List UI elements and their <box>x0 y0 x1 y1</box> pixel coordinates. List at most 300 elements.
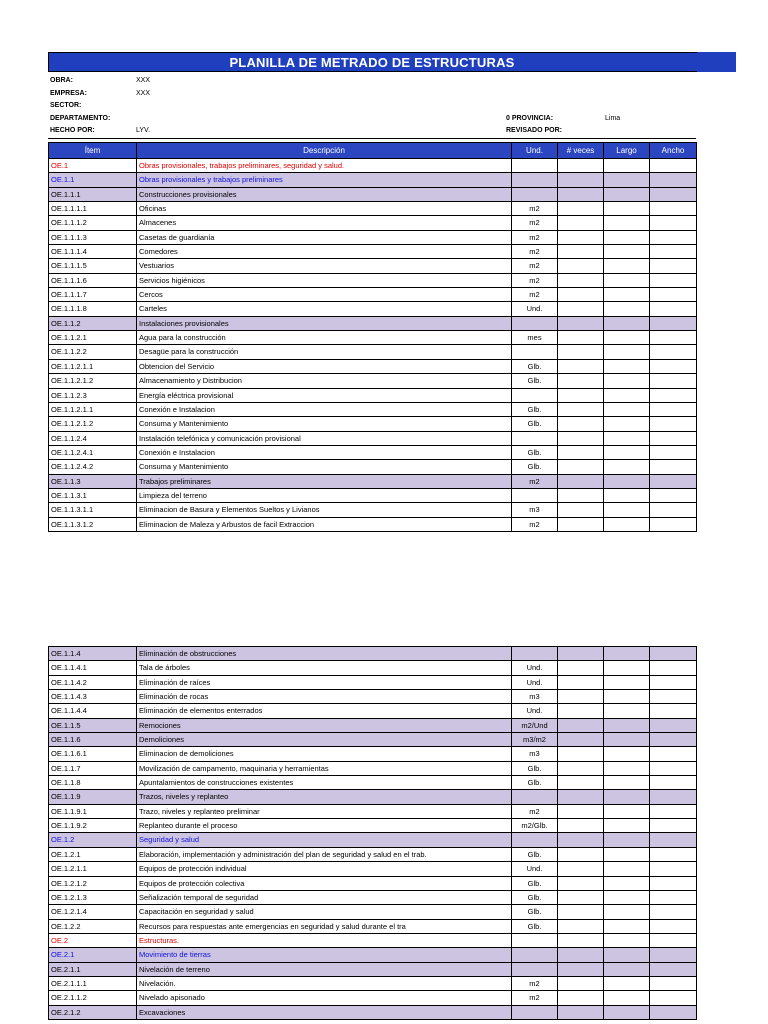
description-cell[interactable]: Instalación telefónica y comunicación provisional <box>137 431 512 445</box>
item-cell[interactable]: OE.1.1.2.2 <box>49 345 137 359</box>
largo-cell[interactable] <box>604 173 650 187</box>
largo-cell[interactable] <box>604 804 650 818</box>
unit-cell[interactable]: m2 <box>512 288 558 302</box>
largo-cell[interactable] <box>604 245 650 259</box>
item-cell[interactable]: OE.1.1.1.3 <box>49 230 137 244</box>
description-cell[interactable]: Conexión e Instalacion <box>137 402 512 416</box>
description-cell[interactable]: Vestuarios <box>137 259 512 273</box>
description-cell[interactable]: Obtencion del Servicio <box>137 359 512 373</box>
largo-cell[interactable] <box>604 819 650 833</box>
description-cell[interactable]: Eliminación de elementos enterrados <box>137 704 512 718</box>
ancho-cell[interactable] <box>650 316 697 330</box>
largo-cell[interactable] <box>604 402 650 416</box>
veces-cell[interactable] <box>558 417 604 431</box>
description-cell[interactable]: Eliminación de rocas <box>137 690 512 704</box>
item-cell[interactable]: OE.1.2.1.2 <box>49 876 137 890</box>
unit-cell[interactable] <box>512 933 558 947</box>
unit-cell[interactable] <box>512 488 558 502</box>
ancho-cell[interactable] <box>650 159 697 173</box>
item-cell[interactable]: OE.1.1.1.5 <box>49 259 137 273</box>
unit-cell[interactable]: Und. <box>512 704 558 718</box>
ancho-cell[interactable] <box>650 704 697 718</box>
veces-cell[interactable] <box>558 187 604 201</box>
item-cell[interactable]: OE.1.1.2.1.1 <box>49 359 137 373</box>
largo-cell[interactable] <box>604 704 650 718</box>
ancho-cell[interactable] <box>650 661 697 675</box>
veces-cell[interactable] <box>558 1005 604 1019</box>
veces-cell[interactable] <box>558 919 604 933</box>
item-cell[interactable]: OE.1.1.2.4.2 <box>49 460 137 474</box>
veces-cell[interactable] <box>558 847 604 861</box>
largo-cell[interactable] <box>604 345 650 359</box>
veces-cell[interactable] <box>558 905 604 919</box>
ancho-cell[interactable] <box>650 431 697 445</box>
unit-cell[interactable] <box>512 431 558 445</box>
largo-cell[interactable] <box>604 431 650 445</box>
ancho-cell[interactable] <box>650 417 697 431</box>
item-cell[interactable]: OE.1.1.6 <box>49 733 137 747</box>
veces-cell[interactable] <box>558 819 604 833</box>
item-cell[interactable]: OE.2.1.1 <box>49 962 137 976</box>
unit-cell[interactable]: m2 <box>512 230 558 244</box>
largo-cell[interactable] <box>604 718 650 732</box>
veces-cell[interactable] <box>558 474 604 488</box>
item-cell[interactable]: OE.1.1.2.4 <box>49 431 137 445</box>
description-cell[interactable]: Energía eléctrica provisional <box>137 388 512 402</box>
item-cell[interactable]: OE.1.2 <box>49 833 137 847</box>
description-cell[interactable]: Capacitación en seguridad y salud <box>137 905 512 919</box>
unit-cell[interactable] <box>512 962 558 976</box>
veces-cell[interactable] <box>558 288 604 302</box>
item-cell[interactable]: OE.1.2.1.3 <box>49 890 137 904</box>
ancho-cell[interactable] <box>650 747 697 761</box>
unit-cell[interactable]: m2 <box>512 804 558 818</box>
description-cell[interactable]: Trabajos preliminares <box>137 474 512 488</box>
item-cell[interactable]: OE.1.1.4.2 <box>49 675 137 689</box>
largo-cell[interactable] <box>604 202 650 216</box>
item-cell[interactable]: OE.1.1.9 <box>49 790 137 804</box>
ancho-cell[interactable] <box>650 833 697 847</box>
description-cell[interactable]: Almacenes <box>137 216 512 230</box>
ancho-cell[interactable] <box>650 948 697 962</box>
unit-cell[interactable]: m2 <box>512 273 558 287</box>
description-cell[interactable]: Trazo, niveles y replanteo preliminar <box>137 804 512 818</box>
ancho-cell[interactable] <box>650 819 697 833</box>
ancho-cell[interactable] <box>650 647 697 661</box>
unit-cell[interactable]: Glb. <box>512 460 558 474</box>
description-cell[interactable]: Cercos <box>137 288 512 302</box>
unit-cell[interactable]: m3/m2 <box>512 733 558 747</box>
unit-cell[interactable]: m2 <box>512 245 558 259</box>
ancho-cell[interactable] <box>650 288 697 302</box>
description-cell[interactable]: Eliminacion de demoliciones <box>137 747 512 761</box>
largo-cell[interactable] <box>604 460 650 474</box>
ancho-cell[interactable] <box>650 761 697 775</box>
unit-cell[interactable]: m2/Glb. <box>512 819 558 833</box>
unit-cell[interactable]: m2 <box>512 991 558 1005</box>
veces-cell[interactable] <box>558 804 604 818</box>
largo-cell[interactable] <box>604 776 650 790</box>
item-cell[interactable]: OE.1.1.2.1 <box>49 331 137 345</box>
description-cell[interactable]: Excavaciones <box>137 1005 512 1019</box>
largo-cell[interactable] <box>604 847 650 861</box>
veces-cell[interactable] <box>558 503 604 517</box>
item-cell[interactable]: OE.1.1.4.3 <box>49 690 137 704</box>
unit-cell[interactable]: Glb. <box>512 847 558 861</box>
unit-cell[interactable]: mes <box>512 331 558 345</box>
item-cell[interactable]: OE.1.1.9.2 <box>49 819 137 833</box>
ancho-cell[interactable] <box>650 976 697 990</box>
item-cell[interactable]: OE.1.1.4.4 <box>49 704 137 718</box>
ancho-cell[interactable] <box>650 733 697 747</box>
veces-cell[interactable] <box>558 833 604 847</box>
unit-cell[interactable] <box>512 1005 558 1019</box>
unit-cell[interactable] <box>512 187 558 201</box>
ancho-cell[interactable] <box>650 933 697 947</box>
veces-cell[interactable] <box>558 259 604 273</box>
ancho-cell[interactable] <box>650 345 697 359</box>
item-cell[interactable]: OE.1.1.2.3 <box>49 388 137 402</box>
item-cell[interactable]: OE.1.2.1 <box>49 847 137 861</box>
unit-cell[interactable] <box>512 316 558 330</box>
ancho-cell[interactable] <box>650 675 697 689</box>
veces-cell[interactable] <box>558 776 604 790</box>
description-cell[interactable]: Carteles <box>137 302 512 316</box>
item-cell[interactable]: OE.1.2.1.1 <box>49 862 137 876</box>
largo-cell[interactable] <box>604 962 650 976</box>
unit-cell[interactable]: m3 <box>512 503 558 517</box>
unit-cell[interactable] <box>512 948 558 962</box>
largo-cell[interactable] <box>604 259 650 273</box>
description-cell[interactable]: Almacenamiento y Distribucion <box>137 374 512 388</box>
largo-cell[interactable] <box>604 1005 650 1019</box>
description-cell[interactable]: Movimiento de tierras <box>137 948 512 962</box>
item-cell[interactable]: OE.1 <box>49 159 137 173</box>
veces-cell[interactable] <box>558 374 604 388</box>
unit-cell[interactable]: m3 <box>512 747 558 761</box>
ancho-cell[interactable] <box>650 460 697 474</box>
veces-cell[interactable] <box>558 517 604 531</box>
largo-cell[interactable] <box>604 273 650 287</box>
ancho-cell[interactable] <box>650 876 697 890</box>
item-cell[interactable]: OE.1.1.2.1.1 <box>49 402 137 416</box>
description-cell[interactable]: Oficinas <box>137 202 512 216</box>
largo-cell[interactable] <box>604 288 650 302</box>
unit-cell[interactable]: Und. <box>512 862 558 876</box>
veces-cell[interactable] <box>558 991 604 1005</box>
veces-cell[interactable] <box>558 359 604 373</box>
veces-cell[interactable] <box>558 718 604 732</box>
description-cell[interactable]: Demoliciones <box>137 733 512 747</box>
description-cell[interactable]: Remociones <box>137 718 512 732</box>
unit-cell[interactable]: m2 <box>512 976 558 990</box>
ancho-cell[interactable] <box>650 503 697 517</box>
largo-cell[interactable] <box>604 445 650 459</box>
ancho-cell[interactable] <box>650 804 697 818</box>
description-cell[interactable]: Elaboración, implementación y administración del plan de seguridad y salud en el trab. <box>137 847 512 861</box>
ancho-cell[interactable] <box>650 474 697 488</box>
largo-cell[interactable] <box>604 690 650 704</box>
largo-cell[interactable] <box>604 388 650 402</box>
veces-cell[interactable] <box>558 862 604 876</box>
unit-cell[interactable]: Glb. <box>512 890 558 904</box>
item-cell[interactable]: OE.1.2.2 <box>49 919 137 933</box>
unit-cell[interactable]: Glb. <box>512 374 558 388</box>
ancho-cell[interactable] <box>650 374 697 388</box>
unit-cell[interactable]: m2/Und <box>512 718 558 732</box>
unit-cell[interactable]: m3 <box>512 690 558 704</box>
ancho-cell[interactable] <box>650 445 697 459</box>
ancho-cell[interactable] <box>650 790 697 804</box>
ancho-cell[interactable] <box>650 187 697 201</box>
description-cell[interactable]: Eliminación de obstrucciones <box>137 647 512 661</box>
unit-cell[interactable]: Und. <box>512 302 558 316</box>
veces-cell[interactable] <box>558 345 604 359</box>
veces-cell[interactable] <box>558 733 604 747</box>
unit-cell[interactable] <box>512 388 558 402</box>
largo-cell[interactable] <box>604 790 650 804</box>
description-cell[interactable]: Movilización de campamento, maquinaria y herramientas <box>137 761 512 775</box>
veces-cell[interactable] <box>558 302 604 316</box>
ancho-cell[interactable] <box>650 690 697 704</box>
largo-cell[interactable] <box>604 675 650 689</box>
description-cell[interactable]: Obras provisionales, trabajos preliminares, seguridad y salud. <box>137 159 512 173</box>
largo-cell[interactable] <box>604 761 650 775</box>
ancho-cell[interactable] <box>650 402 697 416</box>
item-cell[interactable]: OE.1.1.2.4.1 <box>49 445 137 459</box>
veces-cell[interactable] <box>558 890 604 904</box>
largo-cell[interactable] <box>604 517 650 531</box>
description-cell[interactable]: Construcciones provisionales <box>137 187 512 201</box>
unit-cell[interactable]: m2 <box>512 216 558 230</box>
veces-cell[interactable] <box>558 460 604 474</box>
description-cell[interactable]: Trazos, niveles y replanteo <box>137 790 512 804</box>
ancho-cell[interactable] <box>650 302 697 316</box>
description-cell[interactable]: Obras provisionales y trabajos preliminares <box>137 173 512 187</box>
item-cell[interactable]: OE.1.1.1.7 <box>49 288 137 302</box>
description-cell[interactable]: Nivelado apisonado <box>137 991 512 1005</box>
description-cell[interactable]: Servicios higiénicos <box>137 273 512 287</box>
veces-cell[interactable] <box>558 316 604 330</box>
item-cell[interactable]: OE.1.1.9.1 <box>49 804 137 818</box>
ancho-cell[interactable] <box>650 776 697 790</box>
unit-cell[interactable]: Glb. <box>512 919 558 933</box>
ancho-cell[interactable] <box>650 331 697 345</box>
veces-cell[interactable] <box>558 331 604 345</box>
unit-cell[interactable] <box>512 173 558 187</box>
item-cell[interactable]: OE.1.1.1.4 <box>49 245 137 259</box>
item-cell[interactable]: OE.1.1.3.1.1 <box>49 503 137 517</box>
item-cell[interactable]: OE.1.1.4.1 <box>49 661 137 675</box>
veces-cell[interactable] <box>558 273 604 287</box>
description-cell[interactable]: Replanteo durante el proceso <box>137 819 512 833</box>
ancho-cell[interactable] <box>650 862 697 876</box>
largo-cell[interactable] <box>604 159 650 173</box>
ancho-cell[interactable] <box>650 905 697 919</box>
ancho-cell[interactable] <box>650 216 697 230</box>
description-cell[interactable]: Eliminación de raíces <box>137 675 512 689</box>
largo-cell[interactable] <box>604 890 650 904</box>
item-cell[interactable]: OE.1.1.1 <box>49 187 137 201</box>
item-cell[interactable]: OE.1.1.4 <box>49 647 137 661</box>
unit-cell[interactable] <box>512 345 558 359</box>
largo-cell[interactable] <box>604 647 650 661</box>
veces-cell[interactable] <box>558 790 604 804</box>
ancho-cell[interactable] <box>650 230 697 244</box>
description-cell[interactable]: Equipos de protección colectiva <box>137 876 512 890</box>
largo-cell[interactable] <box>604 933 650 947</box>
largo-cell[interactable] <box>604 359 650 373</box>
largo-cell[interactable] <box>604 862 650 876</box>
item-cell[interactable]: OE.1.1.7 <box>49 761 137 775</box>
item-cell[interactable]: OE.2.1 <box>49 948 137 962</box>
veces-cell[interactable] <box>558 962 604 976</box>
veces-cell[interactable] <box>558 876 604 890</box>
unit-cell[interactable]: Glb. <box>512 417 558 431</box>
largo-cell[interactable] <box>604 991 650 1005</box>
largo-cell[interactable] <box>604 316 650 330</box>
largo-cell[interactable] <box>604 302 650 316</box>
unit-cell[interactable] <box>512 647 558 661</box>
unit-cell[interactable] <box>512 790 558 804</box>
veces-cell[interactable] <box>558 159 604 173</box>
description-cell[interactable]: Conexión e Instalacion <box>137 445 512 459</box>
item-cell[interactable]: OE.1.1.3 <box>49 474 137 488</box>
unit-cell[interactable]: Und. <box>512 661 558 675</box>
description-cell[interactable]: Agua para la construcción <box>137 331 512 345</box>
unit-cell[interactable]: Glb. <box>512 876 558 890</box>
largo-cell[interactable] <box>604 905 650 919</box>
unit-cell[interactable]: m2 <box>512 259 558 273</box>
largo-cell[interactable] <box>604 733 650 747</box>
veces-cell[interactable] <box>558 761 604 775</box>
ancho-cell[interactable] <box>650 359 697 373</box>
description-cell[interactable]: Comedores <box>137 245 512 259</box>
veces-cell[interactable] <box>558 488 604 502</box>
ancho-cell[interactable] <box>650 890 697 904</box>
veces-cell[interactable] <box>558 245 604 259</box>
item-cell[interactable]: OE.1.1.1.6 <box>49 273 137 287</box>
veces-cell[interactable] <box>558 402 604 416</box>
description-cell[interactable]: Consuma y Mantenimiento <box>137 417 512 431</box>
description-cell[interactable]: Nivelación. <box>137 976 512 990</box>
ancho-cell[interactable] <box>650 388 697 402</box>
unit-cell[interactable]: Glb. <box>512 905 558 919</box>
item-cell[interactable]: OE.1.1.5 <box>49 718 137 732</box>
largo-cell[interactable] <box>604 833 650 847</box>
veces-cell[interactable] <box>558 704 604 718</box>
veces-cell[interactable] <box>558 747 604 761</box>
veces-cell[interactable] <box>558 690 604 704</box>
ancho-cell[interactable] <box>650 202 697 216</box>
ancho-cell[interactable] <box>650 847 697 861</box>
largo-cell[interactable] <box>604 374 650 388</box>
description-cell[interactable]: Casetas de guardianía <box>137 230 512 244</box>
veces-cell[interactable] <box>558 431 604 445</box>
item-cell[interactable]: OE.1.1.8 <box>49 776 137 790</box>
item-cell[interactable]: OE.1.1.1.8 <box>49 302 137 316</box>
description-cell[interactable]: Nivelación de terreno <box>137 962 512 976</box>
unit-cell[interactable]: Glb. <box>512 359 558 373</box>
item-cell[interactable]: OE.1.1 <box>49 173 137 187</box>
largo-cell[interactable] <box>604 488 650 502</box>
unit-cell[interactable]: Glb. <box>512 776 558 790</box>
largo-cell[interactable] <box>604 474 650 488</box>
description-cell[interactable]: Eliminacion de Basura y Elementos Sueltos y Livianos <box>137 503 512 517</box>
item-cell[interactable]: OE.1.1.1.2 <box>49 216 137 230</box>
description-cell[interactable]: Apuntalamientos de construcciones existentes <box>137 776 512 790</box>
item-cell[interactable]: OE.2.1.1.1 <box>49 976 137 990</box>
largo-cell[interactable] <box>604 331 650 345</box>
unit-cell[interactable] <box>512 833 558 847</box>
veces-cell[interactable] <box>558 661 604 675</box>
largo-cell[interactable] <box>604 948 650 962</box>
ancho-cell[interactable] <box>650 962 697 976</box>
description-cell[interactable]: Instalaciones provisionales <box>137 316 512 330</box>
item-cell[interactable]: OE.1.1.2.1.2 <box>49 374 137 388</box>
description-cell[interactable]: Señalización temporal de seguridad <box>137 890 512 904</box>
veces-cell[interactable] <box>558 216 604 230</box>
largo-cell[interactable] <box>604 187 650 201</box>
ancho-cell[interactable] <box>650 919 697 933</box>
item-cell[interactable]: OE.1.1.2 <box>49 316 137 330</box>
ancho-cell[interactable] <box>650 991 697 1005</box>
largo-cell[interactable] <box>604 417 650 431</box>
description-cell[interactable]: Desagüe para la construcción <box>137 345 512 359</box>
ancho-cell[interactable] <box>650 173 697 187</box>
unit-cell[interactable]: Glb. <box>512 402 558 416</box>
largo-cell[interactable] <box>604 216 650 230</box>
item-cell[interactable]: OE.1.1.1.1 <box>49 202 137 216</box>
veces-cell[interactable] <box>558 445 604 459</box>
ancho-cell[interactable] <box>650 1005 697 1019</box>
unit-cell[interactable]: Und. <box>512 675 558 689</box>
description-cell[interactable]: Recursos para respuestas ante emergencias en seguridad y salud durante el tra <box>137 919 512 933</box>
unit-cell[interactable]: m2 <box>512 474 558 488</box>
description-cell[interactable]: Tala de árboles <box>137 661 512 675</box>
unit-cell[interactable] <box>512 159 558 173</box>
ancho-cell[interactable] <box>650 273 697 287</box>
largo-cell[interactable] <box>604 919 650 933</box>
item-cell[interactable]: OE.2.1.1.2 <box>49 991 137 1005</box>
veces-cell[interactable] <box>558 202 604 216</box>
unit-cell[interactable]: m2 <box>512 517 558 531</box>
item-cell[interactable]: OE.2 <box>49 933 137 947</box>
description-cell[interactable]: Estructuras. <box>137 933 512 947</box>
description-cell[interactable]: Equipos de protección individual <box>137 862 512 876</box>
veces-cell[interactable] <box>558 173 604 187</box>
description-cell[interactable]: Limpieza del terreno <box>137 488 512 502</box>
largo-cell[interactable] <box>604 976 650 990</box>
item-cell[interactable]: OE.1.1.3.1 <box>49 488 137 502</box>
ancho-cell[interactable] <box>650 488 697 502</box>
unit-cell[interactable]: m2 <box>512 202 558 216</box>
item-cell[interactable]: OE.1.2.1.4 <box>49 905 137 919</box>
veces-cell[interactable] <box>558 976 604 990</box>
veces-cell[interactable] <box>558 388 604 402</box>
veces-cell[interactable] <box>558 675 604 689</box>
largo-cell[interactable] <box>604 230 650 244</box>
ancho-cell[interactable] <box>650 259 697 273</box>
veces-cell[interactable] <box>558 948 604 962</box>
description-cell[interactable]: Seguridad y salud <box>137 833 512 847</box>
item-cell[interactable]: OE.1.1.3.1.2 <box>49 517 137 531</box>
unit-cell[interactable]: Glb. <box>512 761 558 775</box>
largo-cell[interactable] <box>604 661 650 675</box>
veces-cell[interactable] <box>558 230 604 244</box>
item-cell[interactable]: OE.1.1.6.1 <box>49 747 137 761</box>
ancho-cell[interactable] <box>650 517 697 531</box>
